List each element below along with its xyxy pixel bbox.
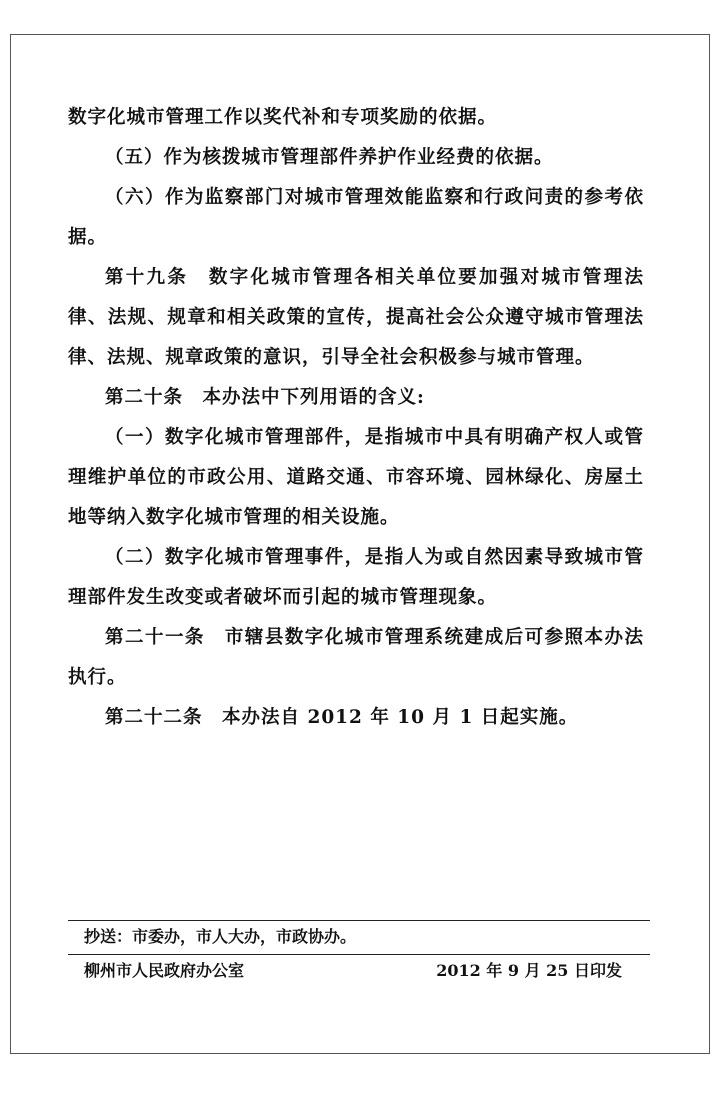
paragraph: （二）数字化城市管理事件，是指人为或自然因素导致城市管理部件发生改变或者破坏而引起的城市管理现象。 xyxy=(68,547,644,608)
article-20: 第二十条 本办法中下列用语的含义: xyxy=(105,387,425,408)
document-body xyxy=(68,98,644,738)
issue-date: 2012 年 9 月 25 日印发 xyxy=(436,961,622,980)
article-22: 第二十二条 本办法自 2012 年 10 月 1 日起实施。 xyxy=(105,707,579,728)
article-21: 第二十一条 市辖县数字化城市管理系统建成后可参照本办法执行。 xyxy=(68,627,644,688)
paragraph: 数字化城市管理工作以奖代补和专项奖励的依据。 xyxy=(68,107,498,128)
article-19: 第十九条 数字化城市管理各相关单位要加强对城市管理法律、法规、规章和相关政策的宣传，提高社会公众遵守城市管理法律、法规、规章政策的意识，引导全社会积极参与城市管理。 xyxy=(68,267,644,368)
document-footer xyxy=(68,920,650,983)
paragraph: （五）作为核拨城市管理部件养护作业经费的依据。 xyxy=(105,147,554,168)
cc-line: 抄送：市委办，市人大办，市政协办。 xyxy=(84,927,357,946)
paragraph: （一）数字化城市管理部件，是指城市中具有明确产权人或管理维护单位的市政公用、道路交通、市容环境、园林绿化、房屋土地等纳入数字化城市管理的相关设施。 xyxy=(68,427,644,528)
issuer: 柳州市人民政府办公室 xyxy=(84,961,245,980)
paragraph: （六）作为监察部门对城市管理效能监察和行政问责的参考依据。 xyxy=(68,187,644,248)
issue-line xyxy=(68,955,650,983)
